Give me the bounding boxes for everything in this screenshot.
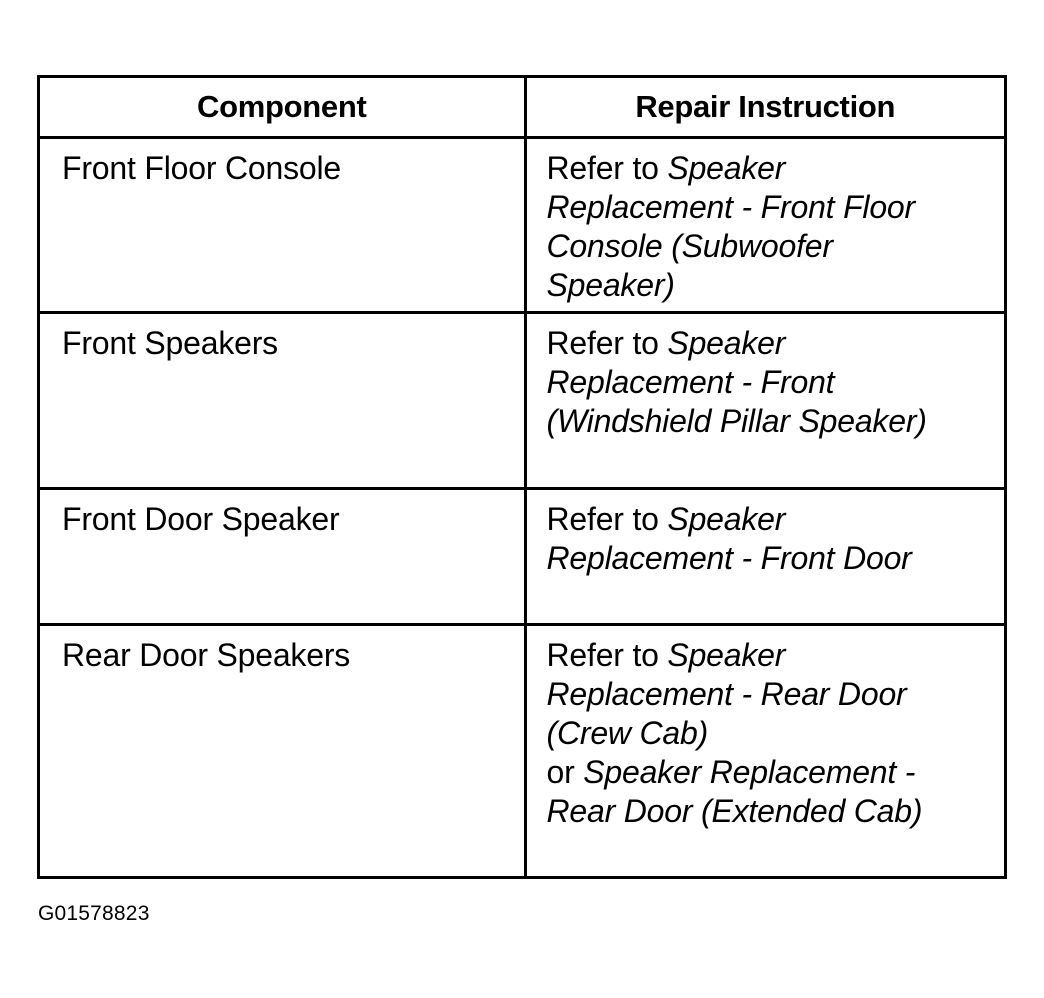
instruction-reference: Speaker Replacement -: [583, 753, 916, 790]
table-row: [40, 624, 1004, 876]
instruction-text: [527, 139, 1005, 305]
table-row: [40, 488, 1004, 624]
component-cell: [40, 138, 525, 313]
instruction-reference: Replacement - Front Door: [546, 539, 912, 576]
component-cell: [40, 488, 525, 624]
figure-id: G01578823: [38, 902, 150, 925]
table-row: [40, 138, 1004, 313]
component-name: Front Floor Console: [62, 150, 341, 187]
instruction-reference: Rear Door (Extended Cab): [546, 792, 923, 829]
instruction-reference: (Crew Cab): [546, 714, 709, 751]
instruction-reference: Speaker): [546, 267, 675, 304]
component-name: Front Door Speaker: [62, 500, 340, 537]
instruction-prefix: Refer to: [546, 636, 668, 673]
instruction-reference: Speaker: [667, 325, 786, 362]
instruction-cell: [525, 138, 1004, 313]
instruction-cell: [525, 313, 1004, 488]
instruction-reference: Replacement - Rear Door: [546, 675, 907, 712]
component-name: Rear Door Speakers: [62, 636, 351, 673]
component-name: Front Speakers: [62, 325, 278, 362]
instruction-cell: [525, 624, 1004, 876]
instruction-reference: Console (Subwoofer: [546, 228, 833, 265]
instruction-reference: Speaker: [667, 500, 786, 537]
component-cell: [40, 313, 525, 488]
instruction-reference: Replacement - Front Floor: [546, 189, 915, 226]
header-repair-instruction: Repair Instruction: [525, 78, 1004, 138]
instruction-prefix: Refer to: [546, 325, 668, 362]
instruction-text: [527, 626, 1005, 831]
table-row: [40, 313, 1004, 488]
instruction-reference: Speaker: [667, 150, 786, 187]
header-component: Component: [40, 78, 525, 138]
instruction-cell: [525, 488, 1004, 624]
repair-instruction-table-frame: [37, 75, 1007, 879]
instruction-reference: (Windshield Pillar Speaker): [546, 403, 927, 440]
instruction-text: [527, 490, 1005, 578]
table-header-row: [40, 78, 1004, 138]
instruction-prefix: Refer to: [546, 150, 668, 187]
instruction-text: [527, 314, 1005, 441]
instruction-conjunction: or: [546, 753, 584, 790]
instruction-prefix: Refer to: [546, 500, 668, 537]
component-cell: [40, 624, 525, 876]
instruction-reference: Speaker: [667, 636, 786, 673]
instruction-reference: Replacement - Front: [546, 364, 835, 401]
repair-instruction-table: [40, 78, 1004, 876]
